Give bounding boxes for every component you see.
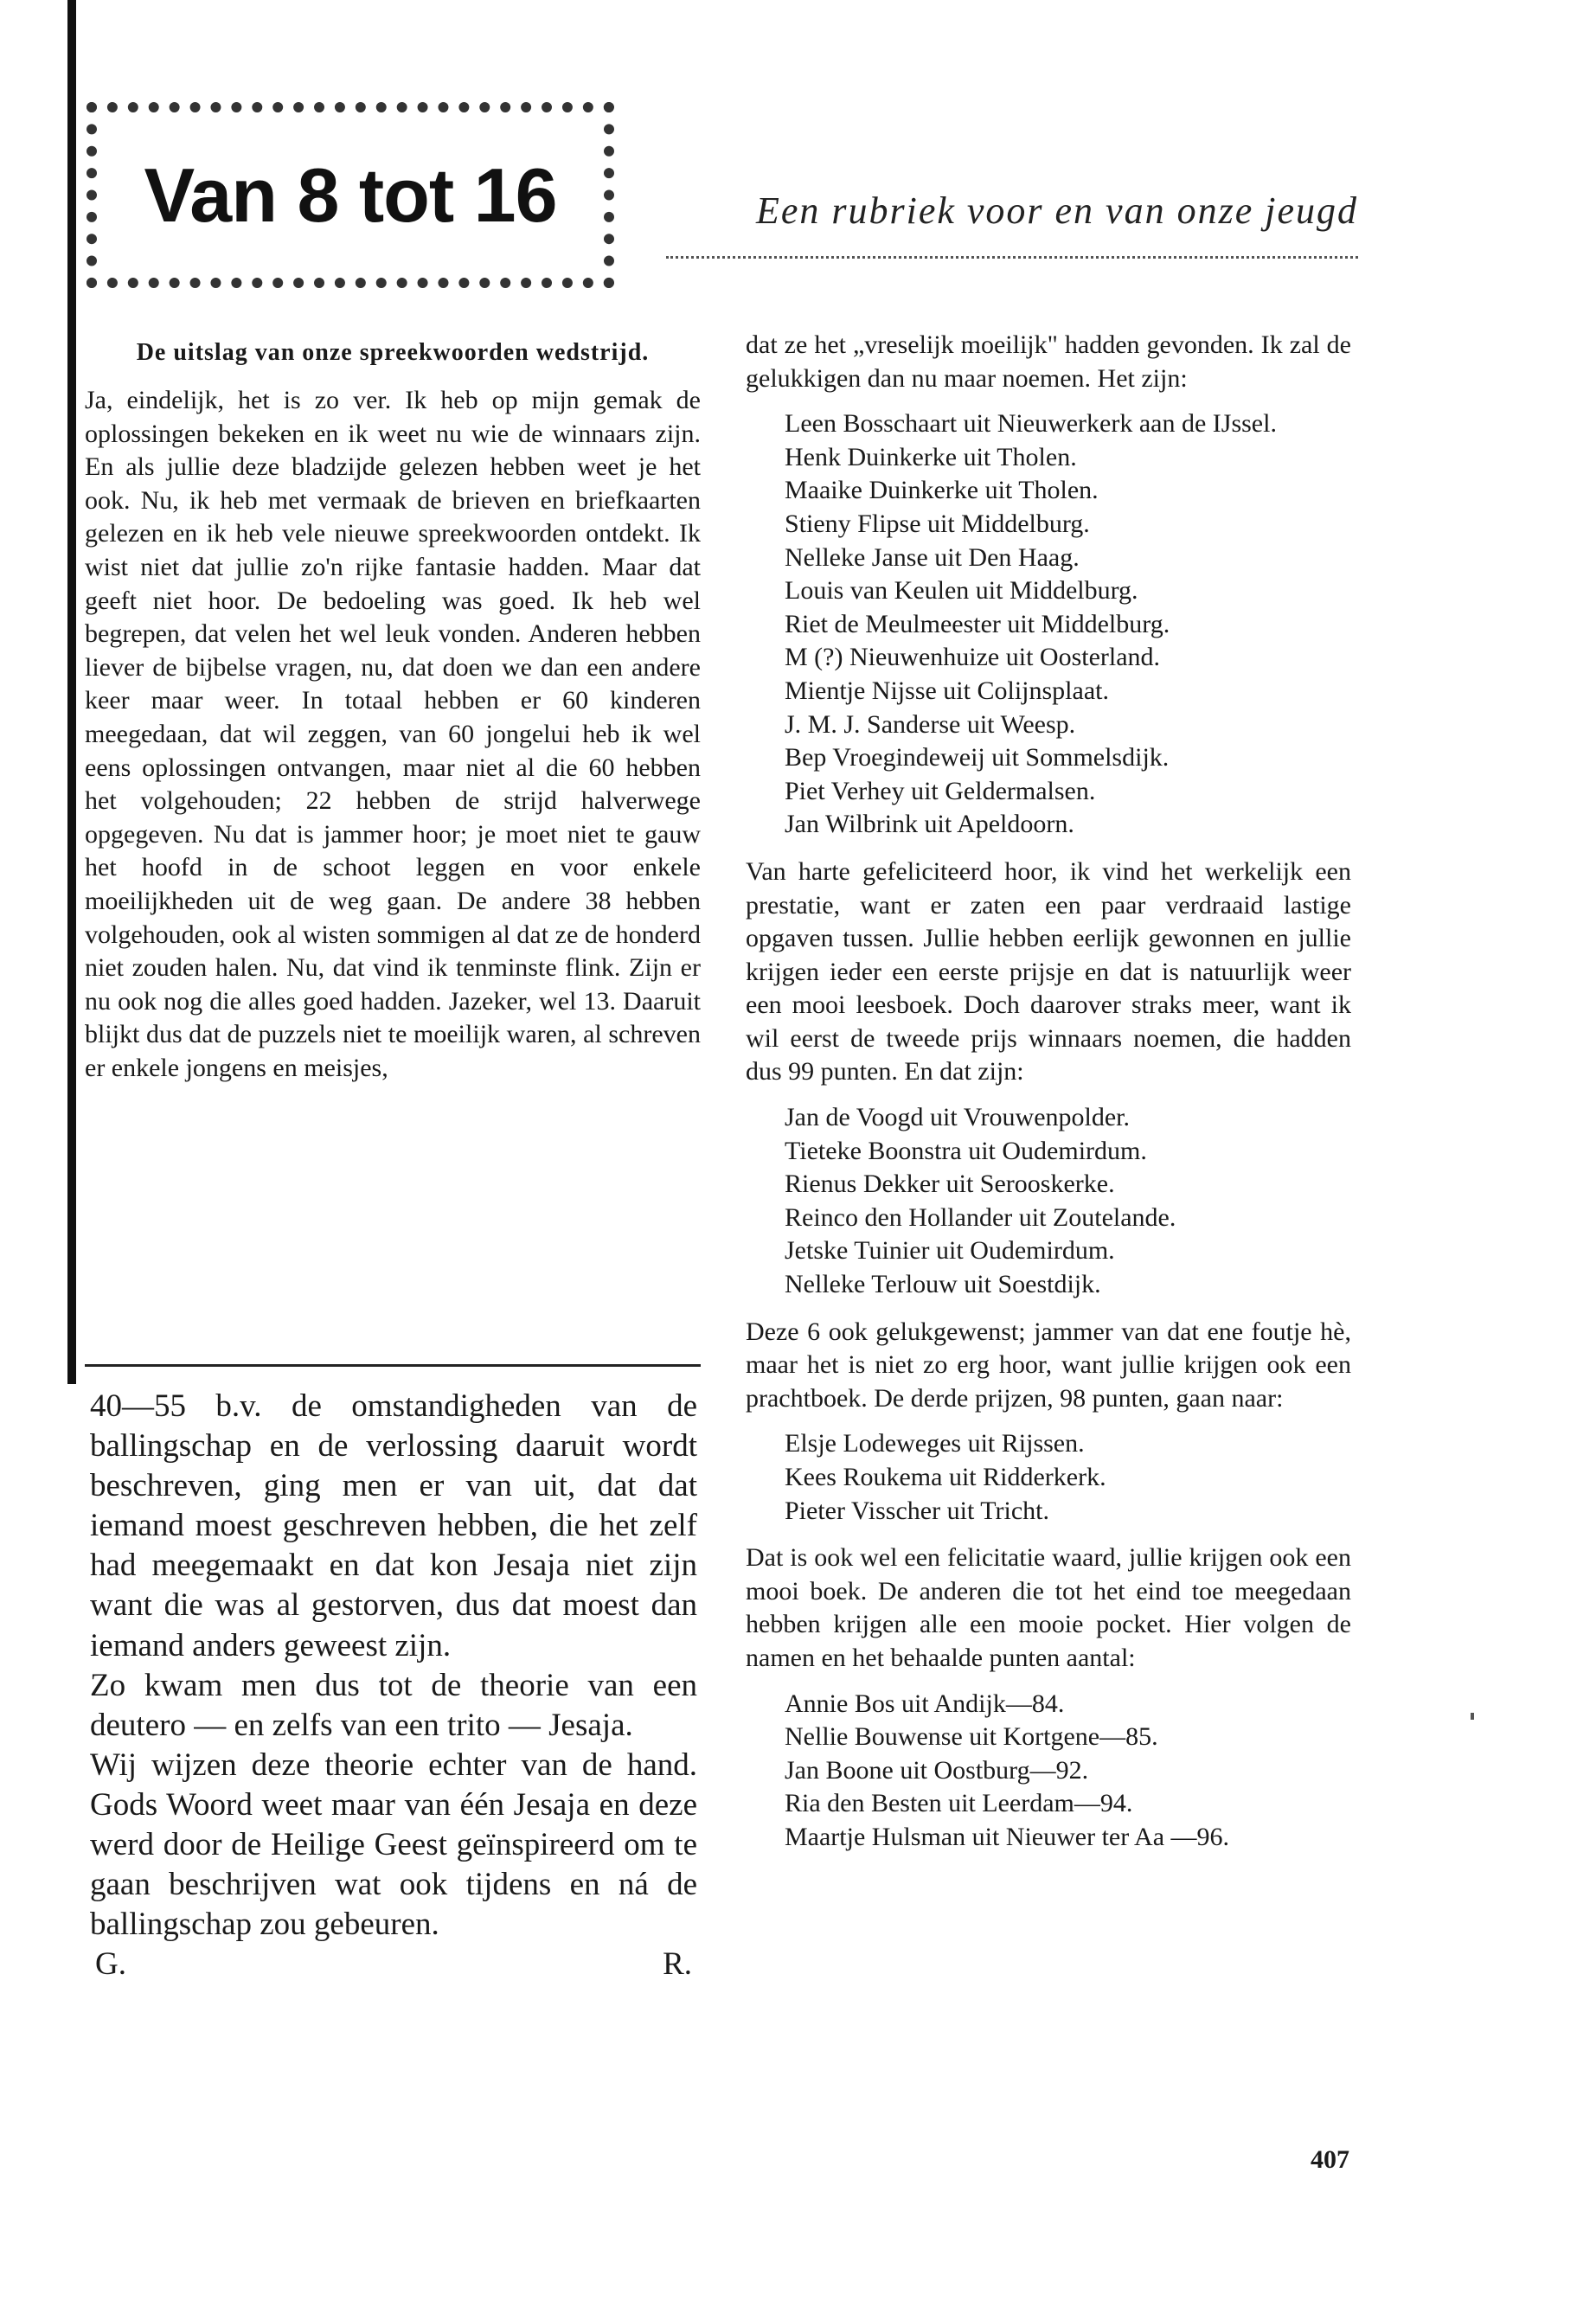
list-item: Reinco den Hollander uit Zoutelande. [785,1202,1176,1232]
list-item: Nellie Bouwense uit Kortgene—85. [785,1722,1158,1752]
subtitle: Een rubriek voor en van onze jeugd [755,189,1358,232]
list-item: Annie Bos uit Andijk—84. [785,1689,1065,1718]
list-item: Elsje Lodeweges uit Rijssen. [785,1429,1085,1458]
list-item: Jan Boone uit Oostburg—92. [785,1755,1089,1785]
list-item: Jan Wilbrink uit Apeldoorn. [785,810,1074,839]
lower-paragraph-2: Zo kwam men dus tot de theorie van een deutero — en zelfs van een trito — Jesaja. [90,1667,697,1743]
list-item: Stieny Flipse uit Middelburg. [785,509,1090,538]
second-prize-list [746,1101,1351,1302]
page-number: 407 [1311,2145,1349,2174]
list-item: Maaike Duinkerke uit Tholen. [785,476,1099,505]
right-paragraph-3: Deze 6 ook gelukgewenst; jammer van dat ene foutje hè, maar het is niet zo erg hoor, want jullie krijgen ook een prachtboek. De derde prijzen, 98 punten, gaan naar: [746,1317,1351,1413]
list-item: Kees Roukema uit Ridderkerk. [785,1463,1106,1491]
list-item: Jetske Tuinier uit Oudemirdum. [785,1236,1115,1266]
signature [90,1945,697,1984]
signature-right: R. [663,1946,692,1983]
list-item: Nelleke Terlouw uit Soestdijk. [785,1270,1101,1299]
list-item: Nelleke Janse uit Den Haag. [785,542,1080,572]
right-paragraph-2: Van harte gefeliciteerd hoor, ik vind het werkelijk een prestatie, want er zaten een paar verdraaid lastige opgaven tussen. Jullie hebben eerlijk gewonnen en jullie krijgen ieder een eerste prijsje en dat is natuurlijk weer een mooi leesboek. Doch daarover straks meer, want ik wil eerst de tweede prijs winnaars noemen, die hadden dus 99 punten. En dat zijn: [746,856,1351,1086]
right-column [746,329,1351,1868]
third-prize-list [746,1427,1351,1528]
page-spine-bar [67,0,76,1384]
lower-paragraph-3: Wij wijzen deze theorie echter van de hand. Gods Woord weet maar van één Jesaja en deze werd door de Heilige Geest geïnspireerd om te gaan beschrijven wat ook tijdens en ná de ballingschap zou gebeuren. [90,1747,697,1943]
list-item: Ria den Besten uit Leerdam—94. [785,1789,1133,1818]
list-item: Mientje Nijsse uit Colijnsplaat. [785,676,1109,705]
list-item: Jan de Voogd uit Vrouwenpolder. [785,1103,1131,1132]
signature-left: G. [95,1946,126,1983]
right-paragraph-4: Dat is ook wel een felicitatie waard, jullie krijgen ook een mooi boek. De anderen die tot het eind toe meegedaan hebben krijgen alle een mooie pocket. Hier volgen de namen en het behaalde punten aantal: [746,1543,1351,1672]
list-item: J. M. J. Sanderse uit Weesp. [785,709,1076,739]
left-body-paragraph: Ja, eindelijk, het is zo ver. Ik heb op mijn gemak de oplossingen bekeken en ik weet nu wie de winnaars zijn. En als jullie deze bladzijde gelezen hebben weet je het ook. Nu, ik heb met vermaak de brieven en briefkaarten gelezen en ik heb vele nieuwe spreekwoorden ontdekt. Ik wist niet dat jullie zo'n rijke fantasie hadden. Maar dat geeft niet hoor. De bedoeling was goed. Ik heb wel begrepen, dat velen het wel leuk vonden. Anderen hebben liever de bijbelse vragen, nu, dat doen we dan een andere keer maar weer. In totaal hebben er 60 kinderen meegedaan, dat wil zeggen, van 60 jongelui heb ik wel eens oplossingen ontvangen, maar niet al die 60 hebben het volgehouden; 22 hebben de strijd halverwege opgegeven. Nu dat is jammer hoor; je moet niet te gauw het hoofd in de schoot leggen en voor enkele moeilijkheden uit de weg gaan. De andere 38 hebben volgehouden, ook al wisten sommigen al dat ze de honderd niet zouden halen. Nu, dat vind ik tenminste flink. Zijn er nu ook nog die alles goed hadden. Jazeker, wel 13. Daaruit blijkt dus dat de puzzels niet te moeilijk waren, al schreven er enkele jongens en meisjes, [85,386,701,1082]
list-item: Bep Vroegindeweij uit Sommelsdijk. [785,743,1170,772]
left-column [85,336,701,1085]
page-title: Van 8 tot 16 [144,151,557,238]
scan-speck [1471,1713,1474,1720]
list-item: Pieter Visscher uit Tricht. [785,1496,1049,1525]
subtitle-rule [666,256,1358,264]
list-item: Rienus Dekker uit Serooskerke. [785,1170,1115,1199]
left-lower-column [90,1387,697,1984]
list-item: M (?) Nieuwenhuize uit Oosterland. [785,643,1161,672]
list-item: Henk Duinkerke uit Tholen. [785,442,1077,471]
winners-list [746,407,1351,842]
list-item: Leen Bosschaart uit Nieuwerkerk aan de IJssel. [785,409,1277,439]
column-divider [85,1364,701,1367]
title-box [87,102,614,288]
others-list [746,1688,1351,1855]
list-item: Tieteke Boonstra uit Oudemirdum. [785,1136,1147,1165]
list-item: Riet de Meulmeester uit Middelburg. [785,609,1170,638]
list-item: Piet Verhey uit Geldermalsen. [785,776,1096,805]
list-item: Maartje Hulsman uit Nieuwer ter Aa —96. [785,1822,1230,1851]
lower-paragraph-1: 40—55 b.v. de omstandigheden van de ballingschap en de verlossing daaruit wordt beschreven, ging men er van uit, dat dat iemand moest geschreven hebben, die het zelf had meegemaakt en dat kon Jesaja niet zijn want die was al gestorven, dus dat moest dan iemand anders geweest zijn. [90,1388,697,1663]
right-intro-paragraph: dat ze het „vreselijk moeilijk" hadden gevonden. Ik zal de gelukkigen dan nu maar noemen. Het zijn: [746,330,1351,393]
list-item: Louis van Keulen uit Middelburg. [785,576,1138,606]
article-heading: De uitslag van onze spreekwoorden wedstrijd. [136,339,650,366]
